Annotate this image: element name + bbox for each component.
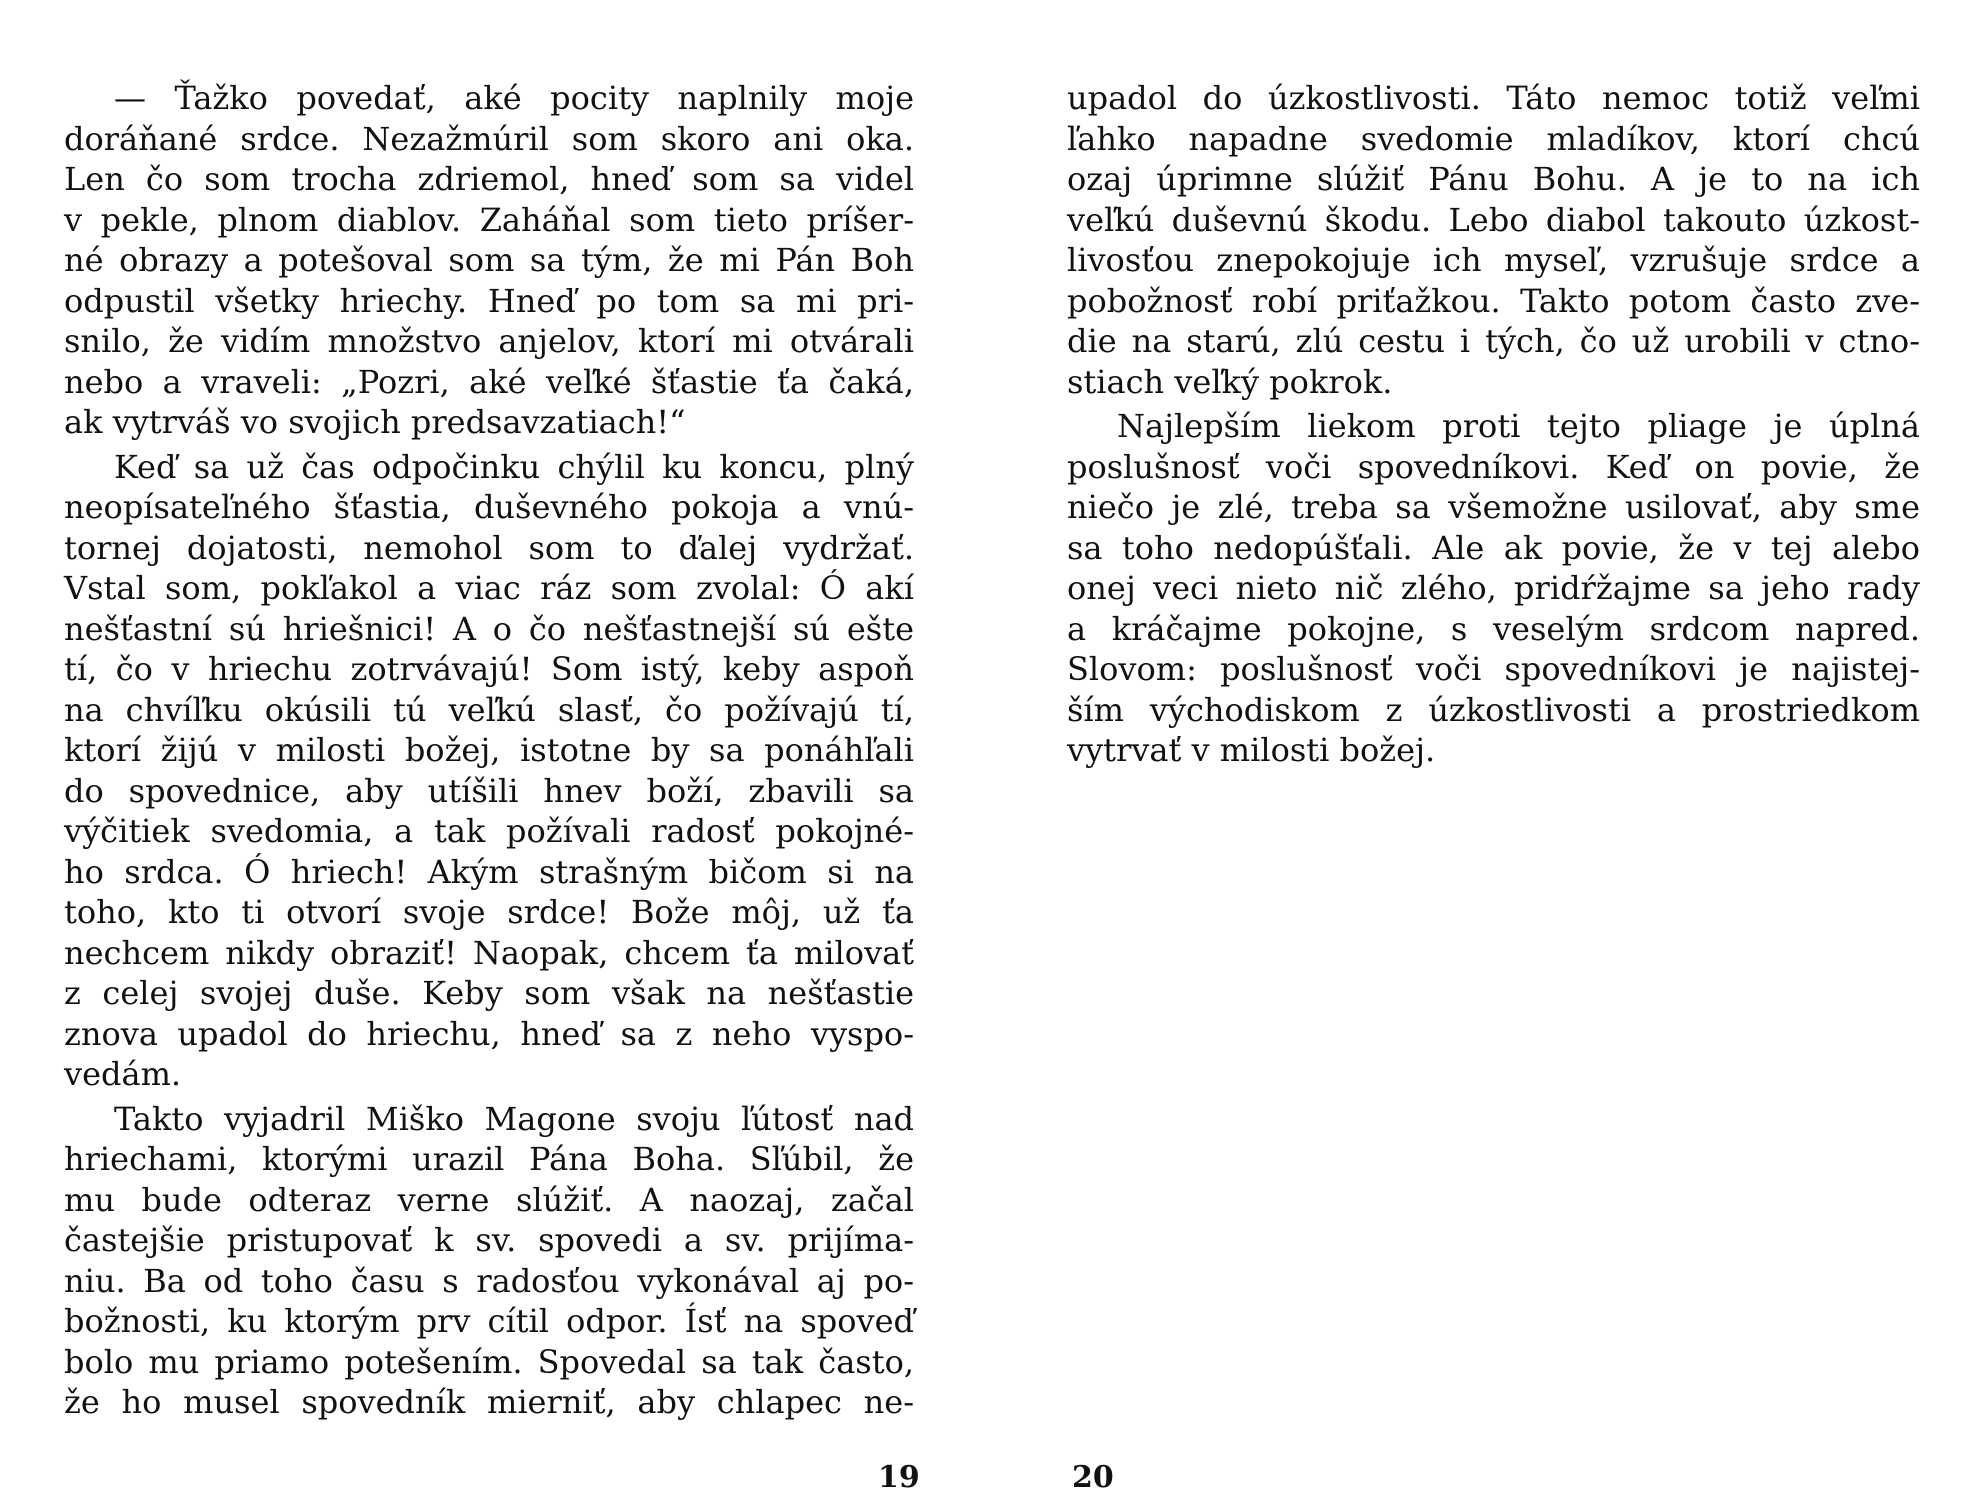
- left-page-text: [64, 78, 914, 1423]
- text-line: die na starú, zlú cestu i tých, čo už urobili v ctno-: [1067, 322, 1920, 360]
- text-line: ozaj úprimne slúžiť Pánu Bohu. A je to na ich: [1067, 160, 1920, 198]
- text-line: Keď sa už čas odpočinku chýlil ku koncu, plný: [114, 447, 914, 486]
- text-line: neopísateľného šťastia, duševného pokoja a vnú-: [64, 488, 914, 526]
- paragraph: [64, 1099, 914, 1423]
- text-line: vytrvať v milosti božej.: [1067, 731, 1436, 769]
- text-line: v pekle, plnom diablov. Zaháňal som tieto príšer-: [64, 200, 914, 239]
- paragraph: [64, 447, 914, 1095]
- text-line: ak vytrváš vo svojich predsavzatiach!“: [64, 403, 686, 441]
- paragraph: [64, 78, 914, 443]
- text-line: poslušnosť voči spovedníkovi. Keď on povie, že: [1067, 447, 1920, 486]
- text-line: sa toho nedopúšťali. Ale ak povie, že v tej alebo: [1067, 528, 1920, 567]
- text-line: onej veci nieto nič zlého, pridŕžajme sa jeho rady: [1067, 569, 1920, 607]
- text-line: niu. Ba od toho času s radosťou vykonával aj po-: [64, 1261, 914, 1300]
- text-line: livosťou znepokojuje ich myseľ, vzrušuje srdce a: [1067, 241, 1920, 279]
- text-line: do spovednice, aby utíšili hnev boží, zbavili sa: [64, 771, 914, 810]
- text-line: a kráčajme pokojne, s veselým srdcom napred.: [1067, 609, 1920, 648]
- text-line: odpustil všetky hriechy. Hneď po tom sa mi pri-: [64, 281, 914, 320]
- text-line: Len čo som trocha zdriemol, hneď som sa videl: [64, 160, 914, 198]
- text-line: výčitiek svedomia, a tak požívali radosť pokojné-: [64, 812, 914, 850]
- text-line: na chvíľku okúsili tú veľkú slasť, čo požívajú tí,: [64, 690, 914, 729]
- page-number-left: 19: [878, 1460, 920, 1495]
- text-line: Najlepším liekom proti tejto pliage je úplná: [1117, 407, 1920, 445]
- text-line: bolo mu priamo potešením. Spovedal sa tak často,: [64, 1342, 914, 1381]
- paragraph: [1067, 406, 1920, 771]
- text-line: vedám.: [64, 1055, 182, 1093]
- text-line: snilo, že vidím množstvo anjelov, ktorí mi otvárali: [64, 322, 914, 360]
- text-line: doráňané srdce. Nezažmúril som skoro ani oka.: [64, 119, 914, 158]
- text-line: božnosti, ku ktorým prv cítil odpor. Ísť na spoveď: [64, 1302, 914, 1340]
- text-line: toho, kto ti otvorí svoje srdce! Bože môj, už ťa: [64, 893, 914, 931]
- text-line: nešťastní sú hriešnici! A o čo nešťastnejší sú ešte: [64, 609, 914, 648]
- page-number-right: 20: [1072, 1460, 1114, 1495]
- text-line: že ho musel spovedník mierniť, aby chlapec ne-: [64, 1383, 914, 1421]
- text-line: Takto vyjadril Miško Magone svoju ľútosť nad: [114, 1099, 914, 1138]
- text-line: ho srdca. Ó hriech! Akým strašným bičom si na: [64, 852, 914, 891]
- text-line: pobožnosť robí priťažkou. Takto potom často zve-: [1067, 281, 1920, 320]
- text-line: niečo je zlé, treba sa všemožne usilovať, aby sme: [1067, 488, 1920, 526]
- text-line: nebo a vraveli: „Pozri, aké veľké šťastie ťa čaká,: [64, 362, 914, 401]
- right-page-text: [1067, 78, 1920, 771]
- text-line: mu bude odteraz verne slúžiť. A naozaj, začal: [64, 1180, 914, 1219]
- text-line: veľkú duševnú škodu. Lebo diabol takouto úzkost-: [1067, 200, 1920, 239]
- text-line: hriechami, ktorými urazil Pána Boha. Sľúbil, že: [64, 1140, 914, 1178]
- text-line: né obrazy a potešoval som sa tým, že mi Pán Boh: [64, 241, 914, 279]
- text-line: stiach veľký pokrok.: [1067, 362, 1393, 401]
- text-line: tí, čo v hriechu zotrvávajú! Som istý, keby aspoň: [64, 650, 914, 688]
- text-line: upadol do úzkostlivosti. Táto nemoc totiž veľmi: [1067, 79, 1920, 117]
- text-line: častejšie pristupovať k sv. spovedi a sv. prijíma-: [64, 1221, 914, 1259]
- paragraph: [1067, 78, 1920, 402]
- text-line: Vstal som, pokľakol a viac ráz som zvolal: Ó akí: [64, 569, 914, 607]
- text-line: nechcem nikdy obraziť! Naopak, chcem ťa milovať: [64, 933, 914, 972]
- text-line: ktorí žijú v milosti božej, istotne by sa ponáhľali: [64, 731, 914, 769]
- text-line: Slovom: poslušnosť voči spovedníkovi je najistej-: [1067, 650, 1920, 688]
- text-line: z celej svojej duše. Keby som však na nešťastie: [64, 974, 914, 1012]
- text-line: tornej dojatosti, nemohol som to ďalej vydržať.: [64, 528, 914, 567]
- text-line: — Ťažko povedať, aké pocity naplnily moje: [114, 79, 914, 117]
- text-line: znova upadol do hriechu, hneď sa z neho vyspo-: [64, 1014, 914, 1053]
- text-line: ľahko napadne svedomie mladíkov, ktorí chcú: [1067, 119, 1920, 158]
- text-line: ším východiskom z úzkostlivosti a prostriedkom: [1067, 690, 1920, 729]
